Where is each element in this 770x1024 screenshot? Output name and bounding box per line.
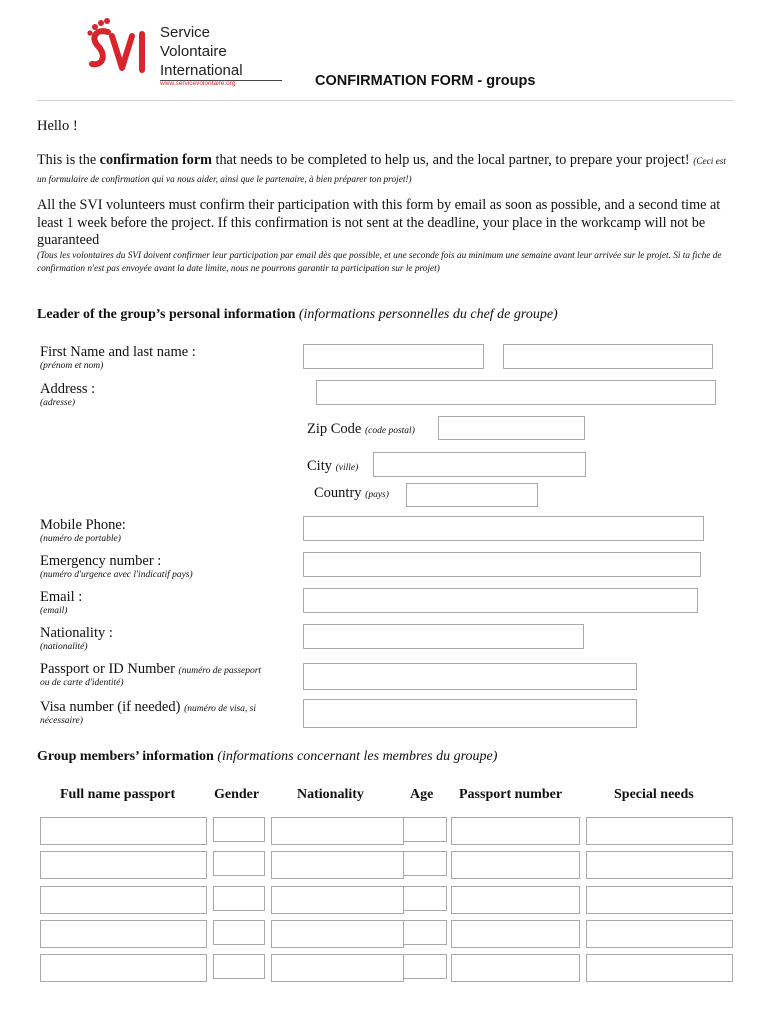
- deadline-text: All the SVI volunteers must confirm their participation with this form by email as soon as possible, and a second time at least 1 week before the project. If this confirmation is not sent at the deadline, your place in the workcamp will not be guaranteed: [37, 197, 721, 248]
- name-sublabel: (prénom et nom): [40, 361, 104, 371]
- leader-section-title: [37, 307, 558, 323]
- member-gender-input[interactable]: [213, 954, 265, 979]
- logo-text-volontaire: Volontaire: [160, 43, 227, 60]
- intro-note: (Ceci est un formulaire de confirmation qui va nous aider, ainsi que le partenaire, à bien préparer ton projet!): [37, 157, 727, 185]
- intro-post: that needs to be completed to help us, and the local partner, to prepare your project!: [211, 152, 694, 168]
- email-input[interactable]: [303, 588, 698, 613]
- header-divider: [37, 100, 734, 101]
- member-gender-input[interactable]: [213, 851, 265, 876]
- emergency-label: Emergency number :: [40, 553, 162, 569]
- passport-label-group: [40, 661, 261, 678]
- col-age: Age: [410, 787, 434, 802]
- member-full-name-input[interactable]: [40, 954, 207, 982]
- member-nationality-input[interactable]: [271, 920, 404, 948]
- deadline-paragraph: [37, 197, 732, 276]
- members-title-en: Group members’ information: [37, 749, 214, 764]
- member-special-needs-input[interactable]: [586, 886, 733, 914]
- member-special-needs-input[interactable]: [586, 817, 733, 845]
- name-label: First Name and last name :: [40, 344, 196, 360]
- country-label: Country: [314, 485, 362, 501]
- member-age-input[interactable]: [403, 851, 447, 876]
- form-title: CONFIRMATION FORM - groups: [315, 73, 536, 89]
- city-label: City: [307, 458, 332, 474]
- zip-label-group: [307, 421, 415, 438]
- mobile-phone-input[interactable]: [303, 516, 704, 541]
- member-age-input[interactable]: [403, 920, 447, 945]
- leader-title-en: Leader of the group’s personal information: [37, 307, 296, 322]
- visa-sublabel: (numéro de visa, si: [184, 704, 257, 714]
- col-full-name: Full name passport: [60, 787, 176, 802]
- passport-number-input[interactable]: [303, 663, 637, 690]
- member-full-name-input[interactable]: [40, 886, 207, 914]
- zip-label: Zip Code: [307, 421, 362, 437]
- email-label: Email :: [40, 589, 83, 605]
- member-nationality-input[interactable]: [271, 886, 404, 914]
- mobile-sublabel: (numéro de portable): [40, 534, 121, 544]
- member-full-name-input[interactable]: [40, 817, 207, 845]
- member-nationality-input[interactable]: [271, 954, 404, 982]
- leader-title-fr: (informations personnelles du chef de groupe): [298, 307, 558, 322]
- emergency-number-input[interactable]: [303, 552, 701, 577]
- intro-bold: confirmation form: [99, 152, 212, 168]
- members-section-title: [37, 749, 497, 765]
- member-passport-number-input[interactable]: [451, 851, 580, 879]
- city-input[interactable]: [373, 452, 586, 477]
- first-name-input[interactable]: [303, 344, 484, 369]
- member-special-needs-input[interactable]: [586, 920, 733, 948]
- member-age-input[interactable]: [403, 886, 447, 911]
- country-sublabel: (pays): [365, 490, 389, 500]
- member-passport-number-input[interactable]: [451, 920, 580, 948]
- address-input[interactable]: [316, 380, 716, 405]
- member-nationality-input[interactable]: [271, 817, 404, 845]
- member-passport-number-input[interactable]: [451, 817, 580, 845]
- passport-sublabel-2: ou de carte d'identité): [40, 678, 124, 688]
- visa-label: Visa number (if needed): [40, 699, 181, 715]
- member-age-input[interactable]: [403, 954, 447, 979]
- emergency-sublabel: (numéro d'urgence avec l'indicatif pays): [40, 570, 193, 580]
- member-full-name-input[interactable]: [40, 920, 207, 948]
- nationality-input[interactable]: [303, 624, 584, 649]
- zip-code-input[interactable]: [438, 416, 585, 440]
- member-nationality-input[interactable]: [271, 851, 404, 879]
- member-gender-input[interactable]: [213, 920, 265, 945]
- member-full-name-input[interactable]: [40, 851, 207, 879]
- svi-logo: [84, 18, 289, 90]
- member-gender-input[interactable]: [213, 886, 265, 911]
- logo-text-service: Service: [160, 24, 211, 41]
- col-special-needs: Special needs: [614, 787, 694, 802]
- visa-number-input[interactable]: [303, 699, 637, 728]
- col-nationality: Nationality: [297, 787, 364, 802]
- city-sublabel: (ville): [335, 463, 359, 473]
- member-gender-input[interactable]: [213, 817, 265, 842]
- col-gender: Gender: [214, 787, 260, 802]
- member-special-needs-input[interactable]: [586, 954, 733, 982]
- country-label-group: [314, 485, 389, 502]
- intro-paragraph: [37, 152, 732, 187]
- visa-sublabel-2: nécessaire): [40, 716, 83, 726]
- country-input[interactable]: [406, 483, 538, 507]
- address-sublabel: (adresse): [40, 398, 75, 408]
- logo-text-international: International: [160, 62, 243, 79]
- last-name-input[interactable]: [503, 344, 713, 369]
- passport-sublabel: (numéro de passeport: [178, 666, 262, 676]
- member-passport-number-input[interactable]: [451, 886, 580, 914]
- nationality-sublabel: (nationalité): [40, 642, 88, 652]
- member-age-input[interactable]: [403, 817, 447, 842]
- nationality-label: Nationality :: [40, 625, 113, 641]
- email-sublabel: (email): [40, 606, 68, 616]
- logo-url: www.servicevolontaire.org: [160, 80, 236, 87]
- zip-sublabel: (code postal): [365, 426, 415, 436]
- visa-label-group: [40, 699, 256, 716]
- intro-pre: This is the: [37, 152, 100, 168]
- member-passport-number-input[interactable]: [451, 954, 580, 982]
- mobile-label: Mobile Phone:: [40, 517, 126, 533]
- city-label-group: [307, 458, 358, 475]
- svi-logo-mark: [84, 18, 156, 90]
- col-passport-number: Passport number: [459, 787, 563, 802]
- greeting: Hello !: [37, 118, 78, 134]
- address-label: Address :: [40, 381, 96, 397]
- members-title-fr: (informations concernant les membres du groupe): [217, 749, 498, 764]
- member-special-needs-input[interactable]: [586, 851, 733, 879]
- passport-label: Passport or ID Number: [40, 661, 175, 677]
- deadline-note: (Tous les volontaires du SVI doivent confirmer leur participation par email dès que possible, et une seconde fois au minimum une semaine avant leur arrivée sur le projet. Si ta fiche de confirmation n'est pas envoyée avant la date limite, nous ne pourrons garantir ta participation sur le projet): [37, 250, 722, 274]
